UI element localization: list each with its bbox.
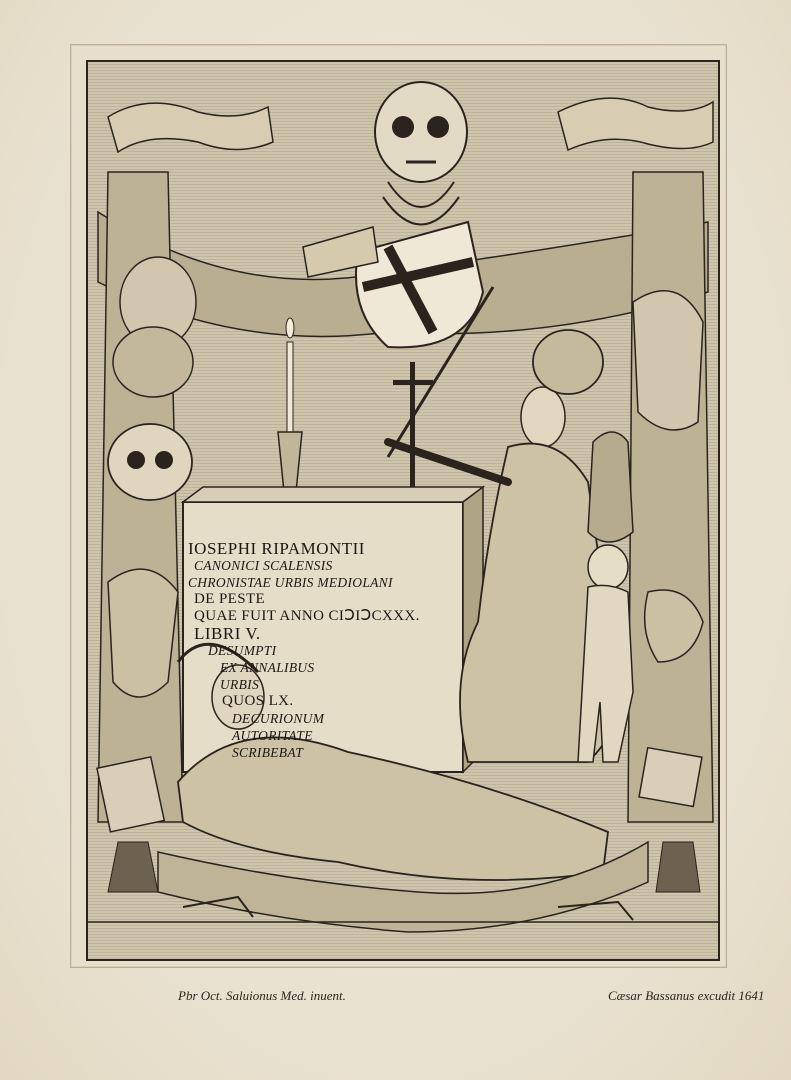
inscription-line-2: CANONICI SCALENSIS: [194, 558, 333, 573]
engraving-frame: [86, 60, 765, 1003]
inscription-line-11: DECURIONUM: [232, 711, 325, 726]
title-inscription: [188, 540, 450, 761]
inscription-line-4: DE PESTE: [194, 591, 266, 607]
inscription-line-13: SCRIBEBAT: [232, 745, 304, 760]
publisher-credit: Cæsar Bassanus excudit 1641: [608, 988, 765, 1003]
engraving-illustration: [88, 62, 718, 959]
inscription-line-6: LIBRI V.: [194, 624, 261, 643]
inventor-credit: Pbr Oct. Saluionus Med. inuent.: [178, 988, 346, 1003]
inscription-line-10: QUOS LX.: [222, 693, 294, 709]
inscription-line-12: AUTORITATE: [232, 728, 313, 743]
inscription-line-1: IOSEPHI RIPAMONTII: [188, 539, 365, 558]
inscription-line-7: DESUMPTI: [208, 643, 277, 658]
inscription-line-9: URBIS: [220, 677, 259, 692]
inscription-line-8: EX ANNALIBUS: [220, 660, 315, 675]
inscription-line-3: CHRONISTAE URBIS MEDIOLANI: [188, 575, 393, 590]
inscription-line-5: QUAE FUIT ANNO CIↃIↃCXXX.: [194, 608, 420, 624]
